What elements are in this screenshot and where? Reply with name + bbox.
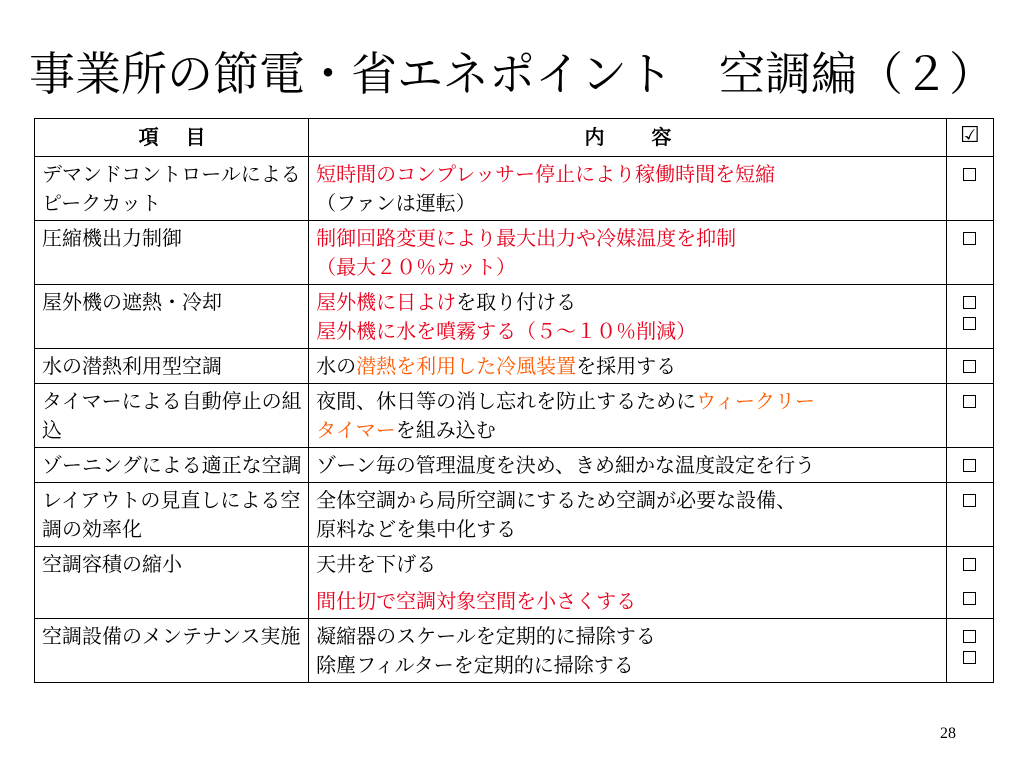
content-segment: 天井を下げる	[316, 552, 437, 576]
measures-table	[34, 118, 994, 683]
content-segment: （ファンは運転）	[316, 191, 476, 215]
checkbox[interactable]	[963, 630, 976, 643]
table-row	[35, 547, 994, 619]
row-item: 圧縮機出力制御	[35, 221, 309, 285]
checkbox[interactable]	[963, 168, 976, 181]
content-segment: 原料などを集中化する	[316, 517, 517, 541]
content-segment: 制御回路変更により最大出力や冷媒温度を抑制	[316, 226, 737, 250]
row-check-cell	[946, 384, 993, 448]
content-segment: を採用する	[576, 354, 677, 378]
row-check-cell	[946, 285, 993, 349]
header-item: 項 目	[35, 119, 309, 157]
row-content	[309, 221, 947, 285]
content-line	[316, 622, 940, 651]
row-item: 空調容積の縮小	[35, 547, 309, 619]
row-item: 屋外機の遮熱・冷却	[35, 285, 309, 349]
table-row	[35, 285, 994, 349]
content-segment: タイマー	[316, 418, 396, 442]
row-check-cell	[946, 448, 993, 483]
table-row	[35, 221, 994, 285]
content-segment: 凝縮器のスケールを定期的に掃除する	[316, 624, 656, 648]
table-row	[35, 384, 994, 448]
row-item: ゾーニングによる適正な空調	[35, 448, 309, 483]
checkbox[interactable]	[963, 651, 976, 664]
row-content	[309, 448, 947, 483]
row-item: 水の潜熱利用型空調	[35, 349, 309, 384]
header-checkbox-icon: ☑	[946, 119, 993, 157]
content-segment: 短時間のコンプレッサー停止により稼働時間を短縮	[316, 162, 776, 186]
content-line	[316, 224, 940, 253]
row-item: デマンドコントロールによるピークカット	[35, 157, 309, 221]
content-line	[316, 651, 940, 680]
content-segment: 潜熱を利用した冷風装置	[356, 354, 577, 378]
content-line	[316, 387, 940, 416]
content-segment: 水の	[316, 354, 357, 378]
table-row	[35, 349, 994, 384]
content-line	[316, 416, 940, 445]
row-check-cell	[946, 221, 993, 285]
content-segment: ウィークリー	[696, 389, 815, 413]
checkbox[interactable]	[963, 558, 976, 571]
content-line	[316, 253, 940, 282]
table-row	[35, 448, 994, 483]
row-check-cell	[946, 619, 993, 683]
checkbox[interactable]	[963, 592, 976, 605]
table-row	[35, 619, 994, 683]
content-segment: 間仕切で空調対象空間を小さくする	[316, 589, 637, 613]
content-line	[316, 288, 940, 317]
content-segment: を取り付ける	[456, 290, 577, 314]
row-item: タイマーによる自動停止の組込	[35, 384, 309, 448]
table-row	[35, 157, 994, 221]
row-content	[309, 619, 947, 683]
content-segment: を組み込む	[395, 418, 496, 442]
content-line	[316, 486, 940, 515]
row-content	[309, 157, 947, 221]
header-content: 内 容	[309, 119, 947, 157]
content-line	[316, 451, 940, 480]
row-content	[309, 285, 947, 349]
row-content	[309, 547, 947, 619]
content-line	[316, 317, 940, 346]
content-segment: ゾーン毎の管理温度を決め、きめ細かな温度設定を行う	[316, 453, 815, 477]
row-content	[309, 384, 947, 448]
content-segment: 全体空調から局所空調にするため空調が必要な設備、	[316, 488, 797, 512]
content-segment: 夜間、休日等の消し忘れを防止するために	[316, 389, 697, 413]
checkbox[interactable]	[963, 360, 976, 373]
table-row	[35, 483, 994, 547]
checkbox[interactable]	[963, 232, 976, 245]
row-check-cell	[946, 157, 993, 221]
checkbox[interactable]	[963, 317, 976, 330]
checkbox[interactable]	[963, 296, 976, 309]
table-header-row	[35, 119, 994, 157]
content-segment: 屋外機に水を噴霧する（５～１０％削減）	[316, 319, 697, 343]
content-line	[316, 515, 940, 544]
row-content	[309, 349, 947, 384]
row-item: レイアウトの見直しによる空調の効率化	[35, 483, 309, 547]
row-check-cell	[946, 349, 993, 384]
checkbox[interactable]	[963, 459, 976, 472]
content-segment: 屋外機に日よけ	[316, 290, 457, 314]
content-segment: （最大２０％カット）	[316, 255, 516, 279]
row-check-cell	[946, 547, 993, 619]
page-number: 28	[940, 725, 956, 742]
checkbox[interactable]	[963, 395, 976, 408]
row-check-cell	[946, 483, 993, 547]
content-line	[316, 352, 940, 381]
content-segment: 除塵フィルターを定期的に掃除する	[316, 653, 634, 677]
content-line	[316, 160, 940, 189]
table-body	[35, 157, 994, 683]
content-line	[316, 587, 940, 616]
checkbox[interactable]	[963, 494, 976, 507]
row-content	[309, 483, 947, 547]
content-line	[316, 189, 940, 218]
slide-title: 事業所の節電・省エネポイント 空調編（２）	[29, 47, 995, 101]
row-item: 空調設備のメンテナンス実施	[35, 619, 309, 683]
content-line	[316, 550, 940, 579]
